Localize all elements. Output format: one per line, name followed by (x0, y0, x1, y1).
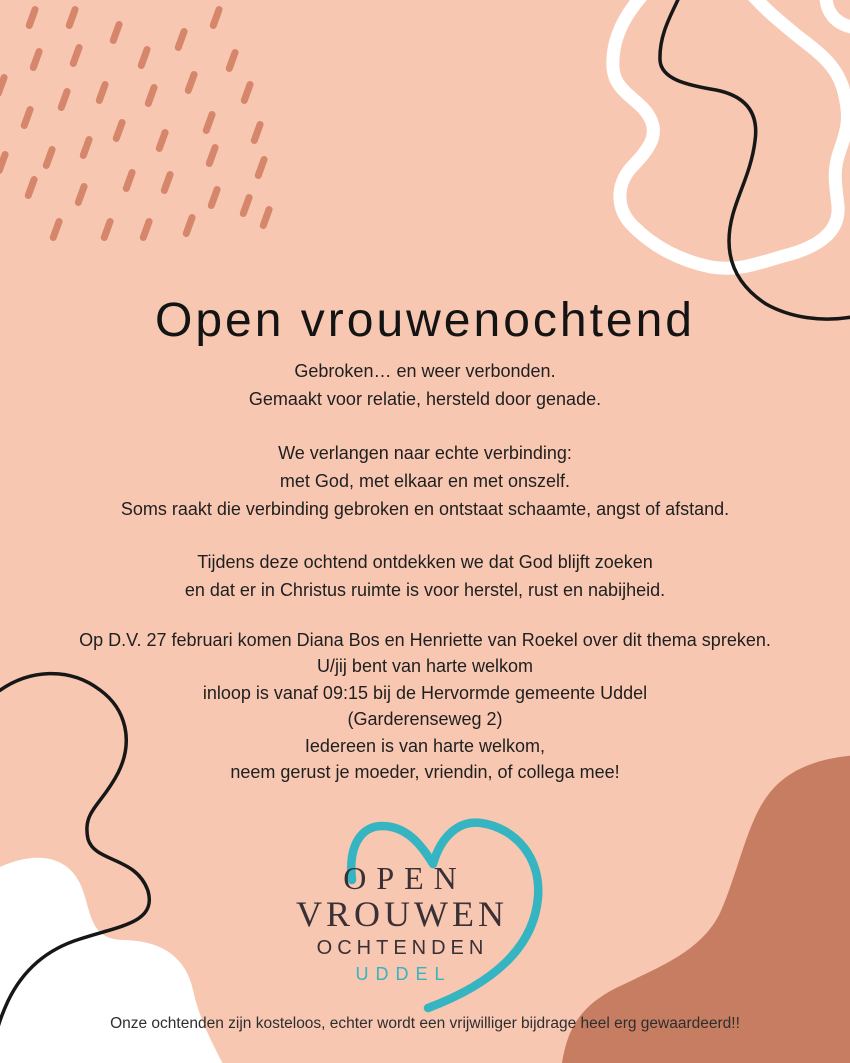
paragraph-line: met God, met elkaar en met onszelf. (279, 471, 571, 491)
event-details-block (0, 627, 850, 785)
paragraph-theme (0, 548, 850, 604)
poster-title: Open vrouwenochtend (155, 294, 695, 347)
details-line: Op D.V. 27 februari komen Diana Bos en Henriette van Roekel over dit thema spreken. (79, 630, 771, 650)
details-line: (Garderenseweg 2) (347, 709, 503, 730)
footnote: Onze ochtenden zijn kosteloos, echter wordt een vrijwilliger bijdrage heel erg gewaardeerd!! (110, 1015, 740, 1032)
details-line: U/jij bent van harte welkom (316, 656, 534, 677)
intro-block (0, 358, 850, 413)
paragraph-connection (0, 439, 850, 523)
details-line: inloop is vanaf 09:15 bij de Hervormde gemeente Uddel (202, 682, 648, 703)
paragraph-line: en dat er in Christus ruimte is voor herstel, rust en nabijheid. (184, 580, 666, 600)
logo-word-uddel: UDDEL (355, 964, 452, 984)
logo-word-ochtenden: OCHTENDEN (316, 937, 489, 959)
logo (260, 861, 540, 984)
intro-line: Gemaakt voor relatie, hersteld door genade. (248, 388, 602, 409)
dash-pattern (0, 5, 274, 242)
logo-word-open: OPEN (343, 860, 467, 896)
paragraph-line: Tijdens deze ochtend ontdekken we dat God blijft zoeken (197, 552, 653, 572)
white-corner-arc (826, 0, 850, 28)
details-line: neem gerust je moeder, vriendin, of collega mee! (230, 762, 620, 783)
intro-line: Gebroken… en weer verbonden. (294, 361, 556, 381)
paragraph-line: We verlangen naar echte verbinding: (278, 443, 572, 463)
details-line: Iedereen is van harte welkom, (304, 735, 546, 756)
logo-word-vrouwen: VROUWEN (296, 894, 508, 934)
paragraph-line: Soms raakt die verbinding gebroken en ontstaat schaamte, angst of afstand. (120, 499, 730, 519)
